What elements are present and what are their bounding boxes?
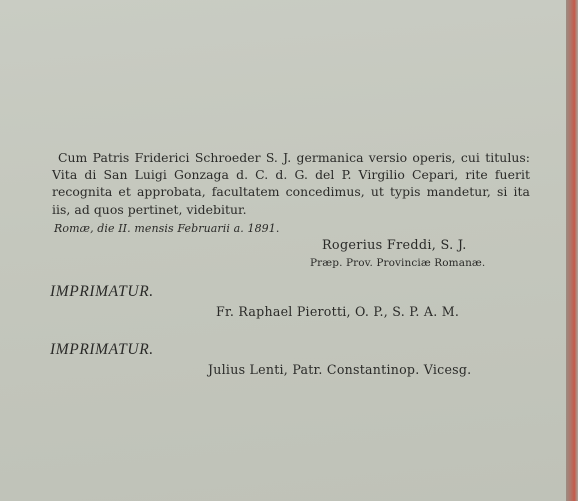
page-edge	[566, 0, 578, 501]
signatory-name: Rogerius Freddi, S. J.	[322, 238, 467, 253]
imprimatur-label: IMPRIMATUR.	[50, 341, 154, 358]
imprimatur-approver: Fr. Raphael Pierotti, O. P., S. P. A. M.	[216, 304, 460, 319]
date-line: Romæ, die II. mensis Februarii a. 1891.	[54, 222, 280, 235]
paragraph-line: si ita iis, ad quos pertinet, videbitur.	[52, 184, 530, 217]
paragraph-line: titulus: Vita di San Luigi Gonzaga d. C. d. G. del P. Virgilio Cepari, rite	[52, 150, 530, 183]
approval-paragraph	[52, 149, 530, 218]
imprimatur-label: IMPRIMATUR.	[50, 283, 154, 300]
imprimatur-approver: Julius Lenti, Patr. Constantinop. Vicesg.	[208, 362, 472, 377]
paragraph-line: Cum Patris Friderici Schroeder S. J. germanica versio operis, cui	[58, 150, 480, 165]
signatory-title: Præp. Prov. Provinciæ Romanæ.	[310, 257, 486, 269]
paragraph-line: fuerit recognita et approbata, facultatem concedimus, ut typis mandetur,	[52, 167, 530, 200]
